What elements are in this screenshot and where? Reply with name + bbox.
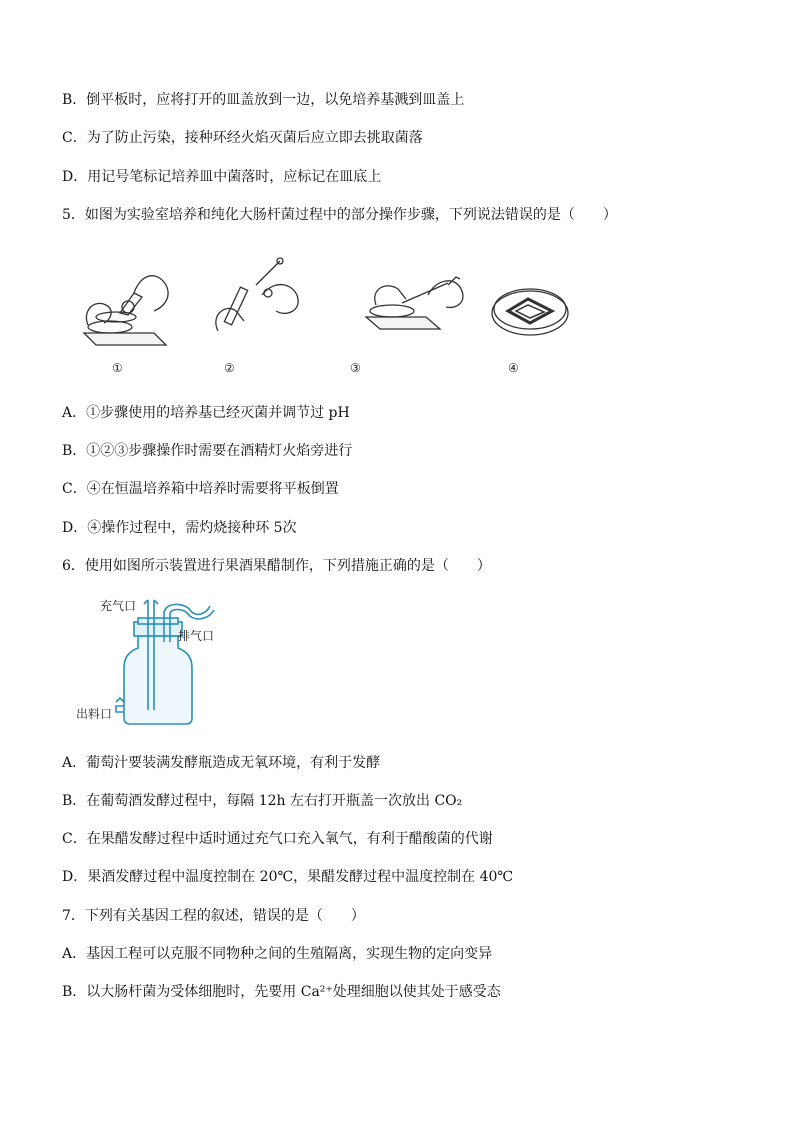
question-5-stem: 5．如图为实验室培养和纯化大肠杆菌过程中的部分操作步骤，下列说法错误的是（ ） — [62, 207, 617, 223]
option-text: C．为了防止污染，接种环经火焰灭菌后应立即去挑取菌落 — [62, 130, 423, 146]
option-text: A．①步骤使用的培养基已经灭菌并调节过 pH — [62, 405, 350, 421]
option-text: A．葡萄汁要装满发酵瓶造成无氧环境，有利于发酵 — [62, 755, 381, 771]
question-5-figure — [76, 255, 572, 379]
option-text: D．果酒发酵过程中温度控制在 20℃，果醋发酵过程中温度控制在 40℃ — [62, 869, 514, 885]
question-7-stem: 7．下列有关基因工程的叙述，错误的是（ ） — [62, 908, 365, 924]
option-text: D．用记号笔标记培养皿中菌落时，应标记在皿底上 — [62, 169, 382, 185]
figure-label: ④ — [508, 361, 519, 375]
option-text: D．④操作过程中，需灼烧接种环 5次 — [62, 520, 297, 536]
option-text: A．基因工程可以克服不同物种之间的生殖隔离，实现生物的定向变异 — [62, 946, 493, 962]
figure-label: ① — [112, 361, 123, 375]
option-text: C．在果醋发酵过程中适时通过充气口充入氧气，有利于醋酸菌的代谢 — [62, 831, 493, 847]
figure-label: ② — [224, 361, 235, 375]
fermentation-bottle-figure — [76, 592, 236, 732]
option-text: B．在葡萄酒发酵过程中，每隔 12h 左右打开瓶盖一次放出 CO₂ — [62, 793, 463, 809]
option-text: B．①②③步骤操作时需要在酒精灯火焰旁进行 — [62, 443, 353, 459]
figure-label: ③ — [350, 361, 361, 375]
option-text: C．④在恒温培养箱中培养时需要将平板倒置 — [62, 481, 339, 497]
outlet-label: 排气口 — [178, 629, 215, 643]
discharge-label: 出料口 — [76, 707, 113, 721]
question-6-stem: 6．使用如图所示装置进行果酒果醋制作，下列措施正确的是（ ） — [62, 558, 491, 574]
option-text: B．倒平板时，应将打开的皿盖放到一边，以免培养基溅到皿盖上 — [62, 92, 465, 108]
option-text: B．以大肠杆菌为受体细胞时，先要用 Ca²⁺处理细胞以使其处于感受态 — [62, 984, 501, 1000]
inlet-label: 充气口 — [100, 599, 137, 613]
